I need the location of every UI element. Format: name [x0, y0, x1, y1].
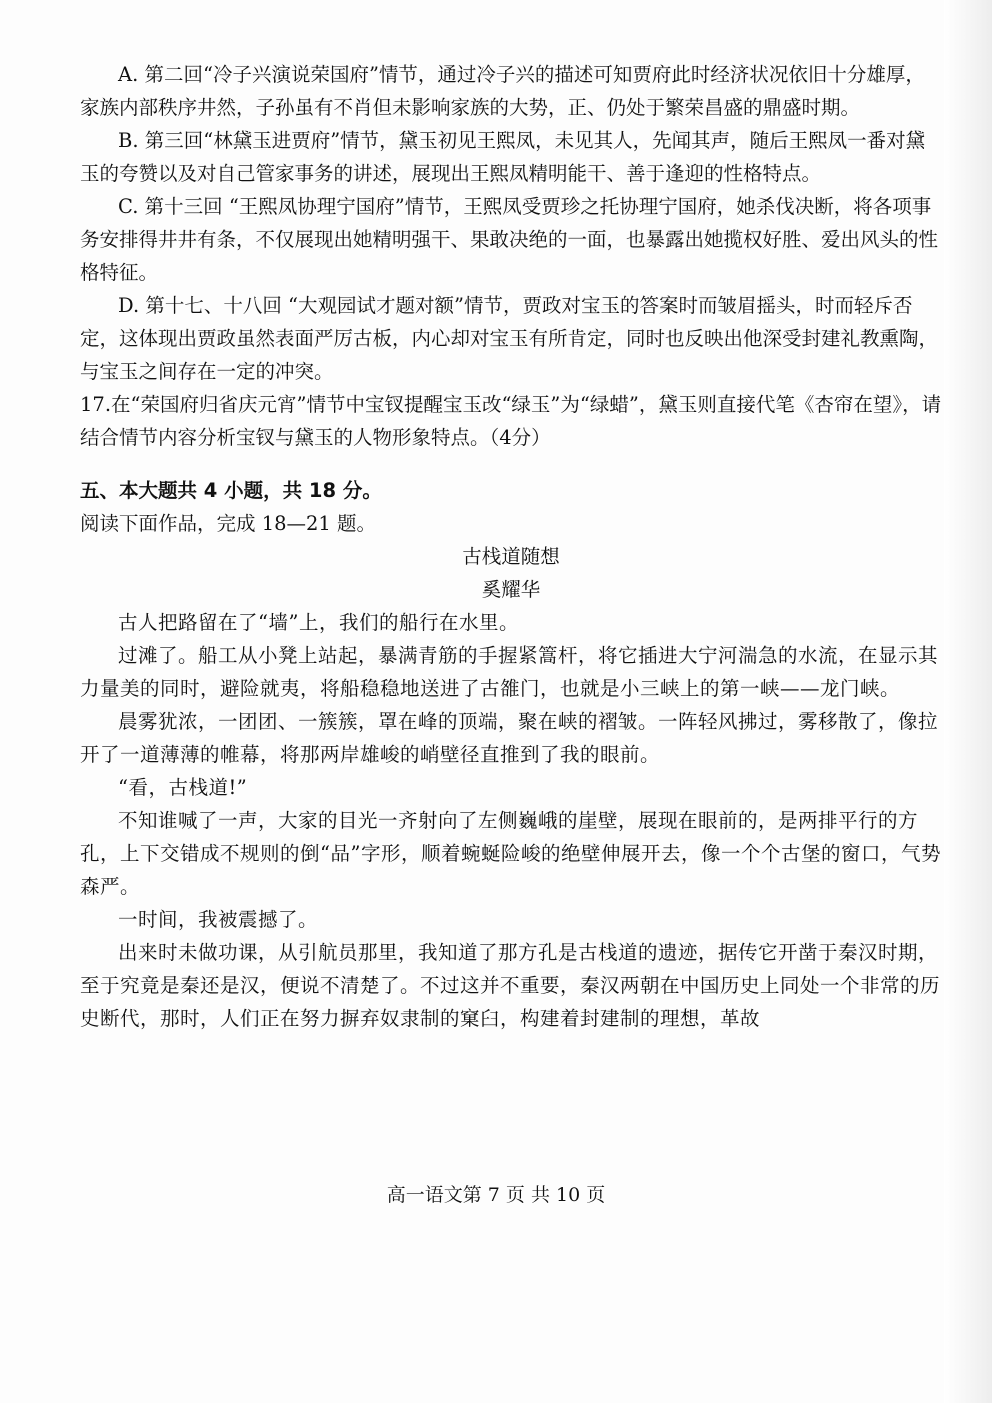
section-heading: 五、本大题共 4 小题，共 18 分。: [80, 479, 382, 502]
essay-paragraph: 不知谁喊了一声，大家的目光一齐射向了左侧巍峨的崖壁，展现在眼前的，是两排平行的方孔，上下交错成不规则的倒“品”字形，顺着蜿蜒险峻的绝壁伸展开去，像一个个古堡的窗口，气势森严。: [80, 809, 941, 898]
essay-author: 奚耀华: [481, 578, 541, 601]
section-instruction: 阅读下面作品，完成 18—21 题。: [80, 512, 377, 535]
essay-title: 古栈道随想: [462, 545, 560, 568]
option-b: B. 第三回“林黛玉进贾府”情节，黛玉初见王熙凤，未见其人，先闻其声，随后王熙凤一番对黛玉的夸赞以及对自己管家事务的讲述，展现出王熙凤精明能干、善于逢迎的性格特点。: [80, 129, 926, 185]
essay-paragraph: 一时间，我被震撼了。: [118, 908, 319, 931]
spacer: [80, 454, 942, 474]
question-17: 17.在“荣国府归省庆元宵”情节中宝钗提醒宝玉改“绿玉”为“绿蜡”，黛玉则直接代笔《杏帘在望》，请结合情节内容分析宝钗与黛玉的人物形象特点。（4分）: [80, 393, 942, 449]
page-footer: 高一语文第 7 页 共 10 页: [386, 1184, 606, 1206]
essay-paragraph: 过滩了。船工从小凳上站起，暴满青筋的手握紧篙杆，将它插进大宁河湍急的水流，在显示其力量美的同时，避险就夷，将船稳稳地送进了古雒门，也就是小三峡上的第一峡——龙门峡。: [80, 644, 939, 700]
essay-body: [80, 606, 942, 1035]
essay-paragraph: 出来时未做功课，从引航员那里，我知道了那方孔是古栈道的遗迹，据传它开凿于秦汉时期，至于究竟是秦还是汉，便说不清楚了。不过这并不重要，秦汉两朝在中国历史上同处一个非常的历史断代，那时，人们正在努力摒弃奴隶制的窠臼，构建着封建制的理想，革故: [80, 941, 941, 1030]
essay-paragraph: 古人把路留在了“墙”上，我们的船行在水里。: [118, 611, 519, 634]
essay-paragraph: “看，古栈道!”: [118, 776, 248, 799]
option-d: D. 第十七、十八回 “大观园试才题对额”情节，贾政对宝玉的答案时而皱眉摇头，时而轻斥否定，这体现出贾政虽然表面严厉古板，内心却对宝玉有所肯定，同时也反映出他深受封建礼教熏陶，与宝玉之间存在一定的冲突。: [80, 294, 939, 383]
option-a: A. 第二回“冷子兴演说荣国府”情节，通过冷子兴的描述可知贾府此时经济状况依旧十分雄厚，家族内部秩序井然，子孙虽有不肖但未影响家族的大势，正、仍处于繁荣昌盛的鼎盛时期。: [80, 63, 925, 119]
option-c: C. 第十三回 “王熙凤协理宁国府”情节，王熙凤受贾珍之托协理宁国府，她杀伐决断，将各项事务安排得井井有条，不仅展现出她精明强干、果敢决绝的一面，也暴露出她揽权好胜、爱出风头的性格特征。: [80, 195, 939, 284]
essay-paragraph: 晨雾犹浓，一团团、一簇簇，罩在峰的顶端，聚在峡的褶皱。一阵轻风拂过，雾移散了，像拉开了一道薄薄的帷幕，将那两岸雄峻的峭壁径直推到了我的眼前。: [80, 710, 939, 766]
page-content: [80, 58, 942, 1035]
